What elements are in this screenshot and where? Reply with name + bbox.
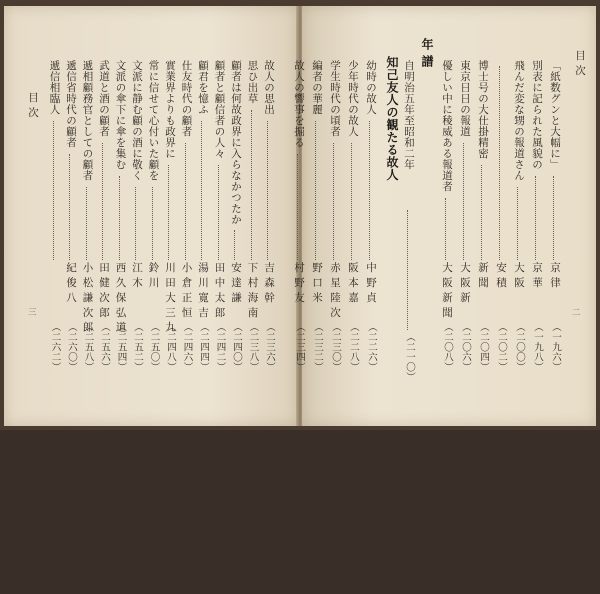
- toc-entry: [62, 60, 78, 372]
- entry-author: 大 阪 新 聞: [441, 262, 453, 318]
- toc-entry: [145, 60, 161, 372]
- entry-author: 阪 本 嘉: [347, 262, 359, 303]
- toc-entry: [112, 60, 128, 372]
- entry-page: （二三八）: [247, 322, 259, 372]
- dot-leader: [315, 121, 317, 260]
- toc-entry: [344, 60, 360, 372]
- toc-entry: [161, 60, 177, 372]
- entry-page: （二〇〇）: [514, 322, 525, 372]
- entry-page: （二五八）: [82, 322, 94, 372]
- entry-author: 西 久 保 弘 道: [114, 262, 127, 333]
- entry-author: 鈴 川: [147, 262, 160, 288]
- entry-author: 湯 川 寛 吉: [197, 262, 209, 318]
- dot-leader: [535, 176, 537, 260]
- toc-entry: [178, 60, 194, 372]
- entry-page: （二四〇）: [231, 322, 242, 372]
- dot-leader: [119, 176, 121, 260]
- toc-entry: [46, 60, 62, 372]
- entry-author: 下 村 海 南: [246, 262, 259, 318]
- entry-title: 遞信相臨人: [48, 60, 61, 115]
- dot-leader: [499, 66, 501, 260]
- entry-page: （一九八）: [532, 322, 543, 372]
- dot-leader: [445, 198, 447, 260]
- toc-entry: [79, 60, 95, 372]
- entry-page: （二三六）: [264, 322, 275, 372]
- entry-author: 江 木: [131, 262, 143, 288]
- dot-leader: [267, 121, 269, 260]
- entry-title: 自明治五年至昭和二年: [403, 60, 415, 170]
- entry-page: （二五〇）: [148, 322, 160, 372]
- toc-entry: [474, 60, 490, 372]
- entry-title: 遞信省時代の顧者: [65, 60, 77, 148]
- toc-entry: [308, 60, 324, 372]
- entry-title: 幼時の故人: [365, 60, 377, 115]
- toc-entry: [260, 60, 276, 372]
- toc-entry: [227, 60, 243, 372]
- entry-page: （二五六）: [99, 322, 110, 372]
- entry-author: 紀 俊 八: [65, 262, 77, 303]
- dot-leader: [234, 230, 236, 260]
- dot-leader: [185, 143, 187, 260]
- toc-entry: [528, 60, 544, 372]
- entry-author: 大 阪 新: [459, 262, 471, 303]
- entry-author: 赤 星 陸 次: [329, 262, 341, 318]
- entry-title: 常に信せて心付いた顧を: [147, 60, 160, 181]
- entry-page: （一九六）: [550, 322, 561, 372]
- entry-page: （二一〇）: [404, 332, 415, 382]
- dot-leader: [218, 165, 220, 260]
- entry-page: （二二八）: [348, 322, 359, 372]
- toc-entry: [95, 60, 111, 372]
- dot-leader: [351, 143, 353, 260]
- entry-page: （二四四）: [198, 322, 209, 372]
- entry-title: 別表に記られた風貌の: [531, 60, 543, 170]
- dot-leader: [201, 121, 203, 260]
- entry-author: 小 松 謙 次 郎: [81, 262, 94, 333]
- entry-title: 東京日日の報道: [459, 60, 471, 137]
- entry-title: 顧者と顧信者の人々: [213, 60, 226, 159]
- entry-page: （二〇六）: [460, 322, 471, 372]
- section-heading-friends: 知己友人の観たる故人: [385, 56, 399, 181]
- entry-author: 中 野 貞: [365, 262, 377, 303]
- dot-leader: [168, 165, 170, 260]
- toc-entry-year: [400, 60, 416, 382]
- entry-title: 飛んだ変な甥の報道さん: [513, 60, 525, 181]
- entry-author: 京 華: [531, 262, 543, 288]
- entry-title: 文派の傘下に傘を集む: [114, 60, 127, 170]
- toc-entry: [438, 60, 454, 372]
- entry-page: （二〇二）: [496, 322, 507, 372]
- toc-entry: [194, 60, 210, 372]
- entry-title: 仕友時代の顧者: [180, 60, 193, 137]
- entry-author: 田 健 次 郎: [98, 262, 110, 318]
- dot-leader: [481, 165, 483, 260]
- entry-author: 京 律: [549, 262, 561, 288]
- dot-leader: [102, 143, 104, 260]
- entry-title: 文派に静む顧の酒に敬く: [131, 60, 143, 181]
- entry-page: （二〇四）: [478, 322, 489, 372]
- running-head-left: 目 次: [27, 92, 39, 118]
- entry-page: （二二六）: [366, 322, 377, 372]
- entry-title: 故人の響事を掘る: [293, 60, 305, 148]
- toc-entry: [326, 60, 342, 372]
- toc-entry: [244, 60, 260, 372]
- dot-leader: [135, 187, 137, 260]
- entry-author: 安 達 謙: [230, 262, 242, 303]
- dot-leader: [69, 154, 71, 260]
- dot-leader: [297, 154, 299, 260]
- entry-title: 顧者は何故政界に入らなかつたか: [230, 60, 242, 225]
- toc-entry: [546, 60, 562, 372]
- entry-page: （二三二）: [312, 322, 323, 372]
- entry-author: 村 野 友: [293, 262, 305, 303]
- dot-leader: [251, 110, 253, 260]
- entry-author: 吉 森 幹: [263, 262, 275, 303]
- dot-leader: [53, 121, 55, 260]
- dot-leader: [553, 176, 555, 260]
- entry-page: （二三〇）: [330, 322, 341, 372]
- entry-author: 野 口 米: [311, 262, 323, 303]
- entry-title: 實業界よりも政界に: [164, 60, 176, 159]
- entry-title: 優しい中に稜威ある報道者: [441, 60, 453, 192]
- entry-page: （二三四）: [294, 322, 305, 372]
- entry-page: （二五二）: [132, 322, 143, 372]
- toc-entry: [362, 60, 378, 372]
- entry-title: 学生時代の頃者: [329, 60, 341, 137]
- dot-leader: [463, 143, 465, 260]
- page-number-right: 二: [572, 308, 581, 318]
- entry-author: 田 中 太 郎: [213, 262, 226, 318]
- entry-title: 思ひ出草: [246, 60, 259, 104]
- entry-title: 顧君を憶ふ: [197, 60, 209, 115]
- entry-page: （二五四）: [115, 322, 127, 372]
- entry-title: 「紙数グンと大幅に」: [549, 60, 561, 170]
- entry-page: （二四八）: [165, 322, 176, 372]
- entry-title: 遞相顧務官としての顧者: [81, 60, 94, 181]
- dot-leader: [152, 187, 154, 260]
- entry-title: 編者の華麗: [311, 60, 323, 115]
- entry-author: 大 阪: [513, 262, 525, 288]
- entry-title: 少年時代の故人: [347, 60, 359, 137]
- toc-entry: [290, 60, 306, 372]
- dot-leader: [407, 210, 409, 330]
- toc-entry: [492, 60, 508, 372]
- dot-leader: [86, 187, 88, 260]
- entry-title: 博士号の大仕掛精密: [477, 60, 489, 159]
- dot-leader: [333, 143, 335, 260]
- entry-author: 新 聞: [477, 262, 489, 288]
- entry-page: （二四六）: [181, 322, 193, 372]
- entry-author: 川 田 大 三 九: [164, 262, 176, 333]
- entry-page: （二四二）: [214, 322, 226, 372]
- entry-page: （二六二）: [49, 322, 61, 372]
- toc-entry: [128, 60, 144, 372]
- dot-leader: [517, 187, 519, 260]
- toc-entry: [510, 60, 526, 372]
- dot-leader: [369, 121, 371, 260]
- section-heading-year: 年 譜: [420, 38, 434, 68]
- entry-author: 安 積: [495, 262, 507, 288]
- toc-entry: [211, 60, 227, 372]
- entry-page: （二〇八）: [442, 322, 453, 372]
- entry-page: （二六〇）: [66, 322, 77, 372]
- toc-entry: [456, 60, 472, 372]
- page-number-left: 三: [28, 308, 37, 318]
- running-head-right: 目 次: [574, 50, 586, 76]
- entry-author: 小 倉 正 恒: [180, 262, 193, 318]
- entry-title: 武道と酒の顧者: [98, 60, 110, 137]
- entry-title: 故人の思出: [263, 60, 275, 115]
